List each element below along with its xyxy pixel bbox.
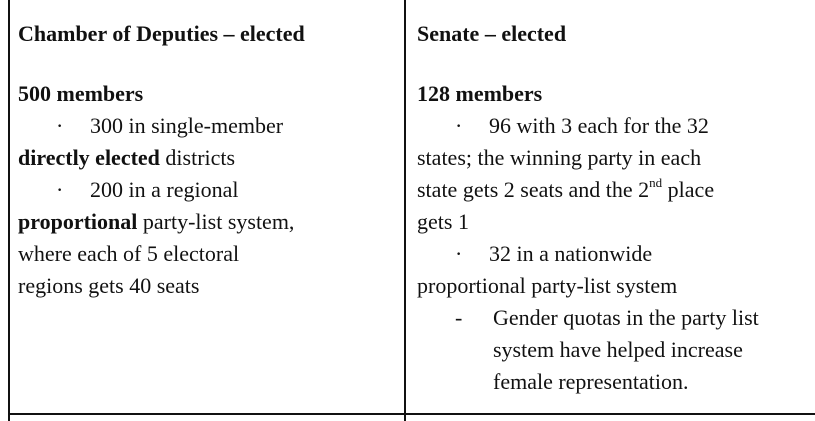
chamber-heading: Chamber of Deputies – elected (18, 21, 305, 46)
senate-bullet-1-text: 96 with 3 each for the 32 (489, 113, 709, 138)
chamber-bullet-2-line-4: regions gets 40 seats (18, 273, 200, 298)
ordinal-suffix: nd (649, 174, 663, 190)
chamber-bullet-2-line-2 (18, 206, 396, 238)
chamber-bullet-1-line-2 (18, 142, 396, 174)
senate-heading: Senate – elected (417, 21, 567, 46)
senate-bullet-1-line-3-post: place (662, 177, 715, 202)
senate-dash-line-3: female representation. (493, 369, 689, 394)
chamber-bullet-1-line-1 (18, 110, 396, 142)
table-left-border (8, 0, 10, 421)
chamber-bullet-2-line-1 (18, 174, 396, 206)
chamber-of-deputies-column (18, 18, 396, 302)
senate-bullet-1-line-2: states; the winning party in each (417, 145, 702, 170)
bullet-icon: · (455, 241, 463, 266)
dash-icon: - (455, 305, 463, 330)
chamber-bullet-1-text: 300 in single-member (90, 113, 284, 138)
senate-column (417, 18, 807, 398)
chamber-bullet-1-bold: directly elected (18, 145, 160, 170)
chamber-bullet-2-text: 200 in a regional (90, 177, 239, 202)
bullet-icon: · (56, 177, 64, 202)
senate-bullet-2-text: 32 in a nationwide (489, 241, 653, 266)
senate-bullet-1-line-3-pre: state gets 2 seats and the 2 (417, 177, 650, 202)
senate-bullet-1-line-4: gets 1 (417, 209, 469, 234)
senate-member-count: 128 members (417, 81, 543, 106)
senate-dash-item (417, 302, 807, 398)
table-bottom-border (8, 413, 815, 415)
chamber-bullet-2-tail: party-list system, (142, 209, 295, 234)
chamber-bullet-2-line-3: where each of 5 electoral (18, 241, 240, 266)
senate-bullet-2-line-2: proportional party-list system (417, 273, 678, 298)
chamber-bullet-1-tail: districts (165, 145, 236, 170)
senate-dash-line-1: Gender quotas in the party list (493, 305, 759, 330)
senate-dash-line-2: system have helped increase (493, 337, 743, 362)
senate-bullet-1-line-1 (417, 110, 807, 142)
bullet-icon: · (56, 113, 64, 138)
chamber-bullet-2-bold: proportional (18, 209, 138, 234)
table-column-divider (404, 0, 406, 421)
senate-bullet-2-line-1 (417, 238, 807, 270)
senate-bullet-1-line-3 (417, 174, 807, 206)
chamber-member-count: 500 members (18, 81, 144, 106)
bullet-icon: · (455, 113, 463, 138)
